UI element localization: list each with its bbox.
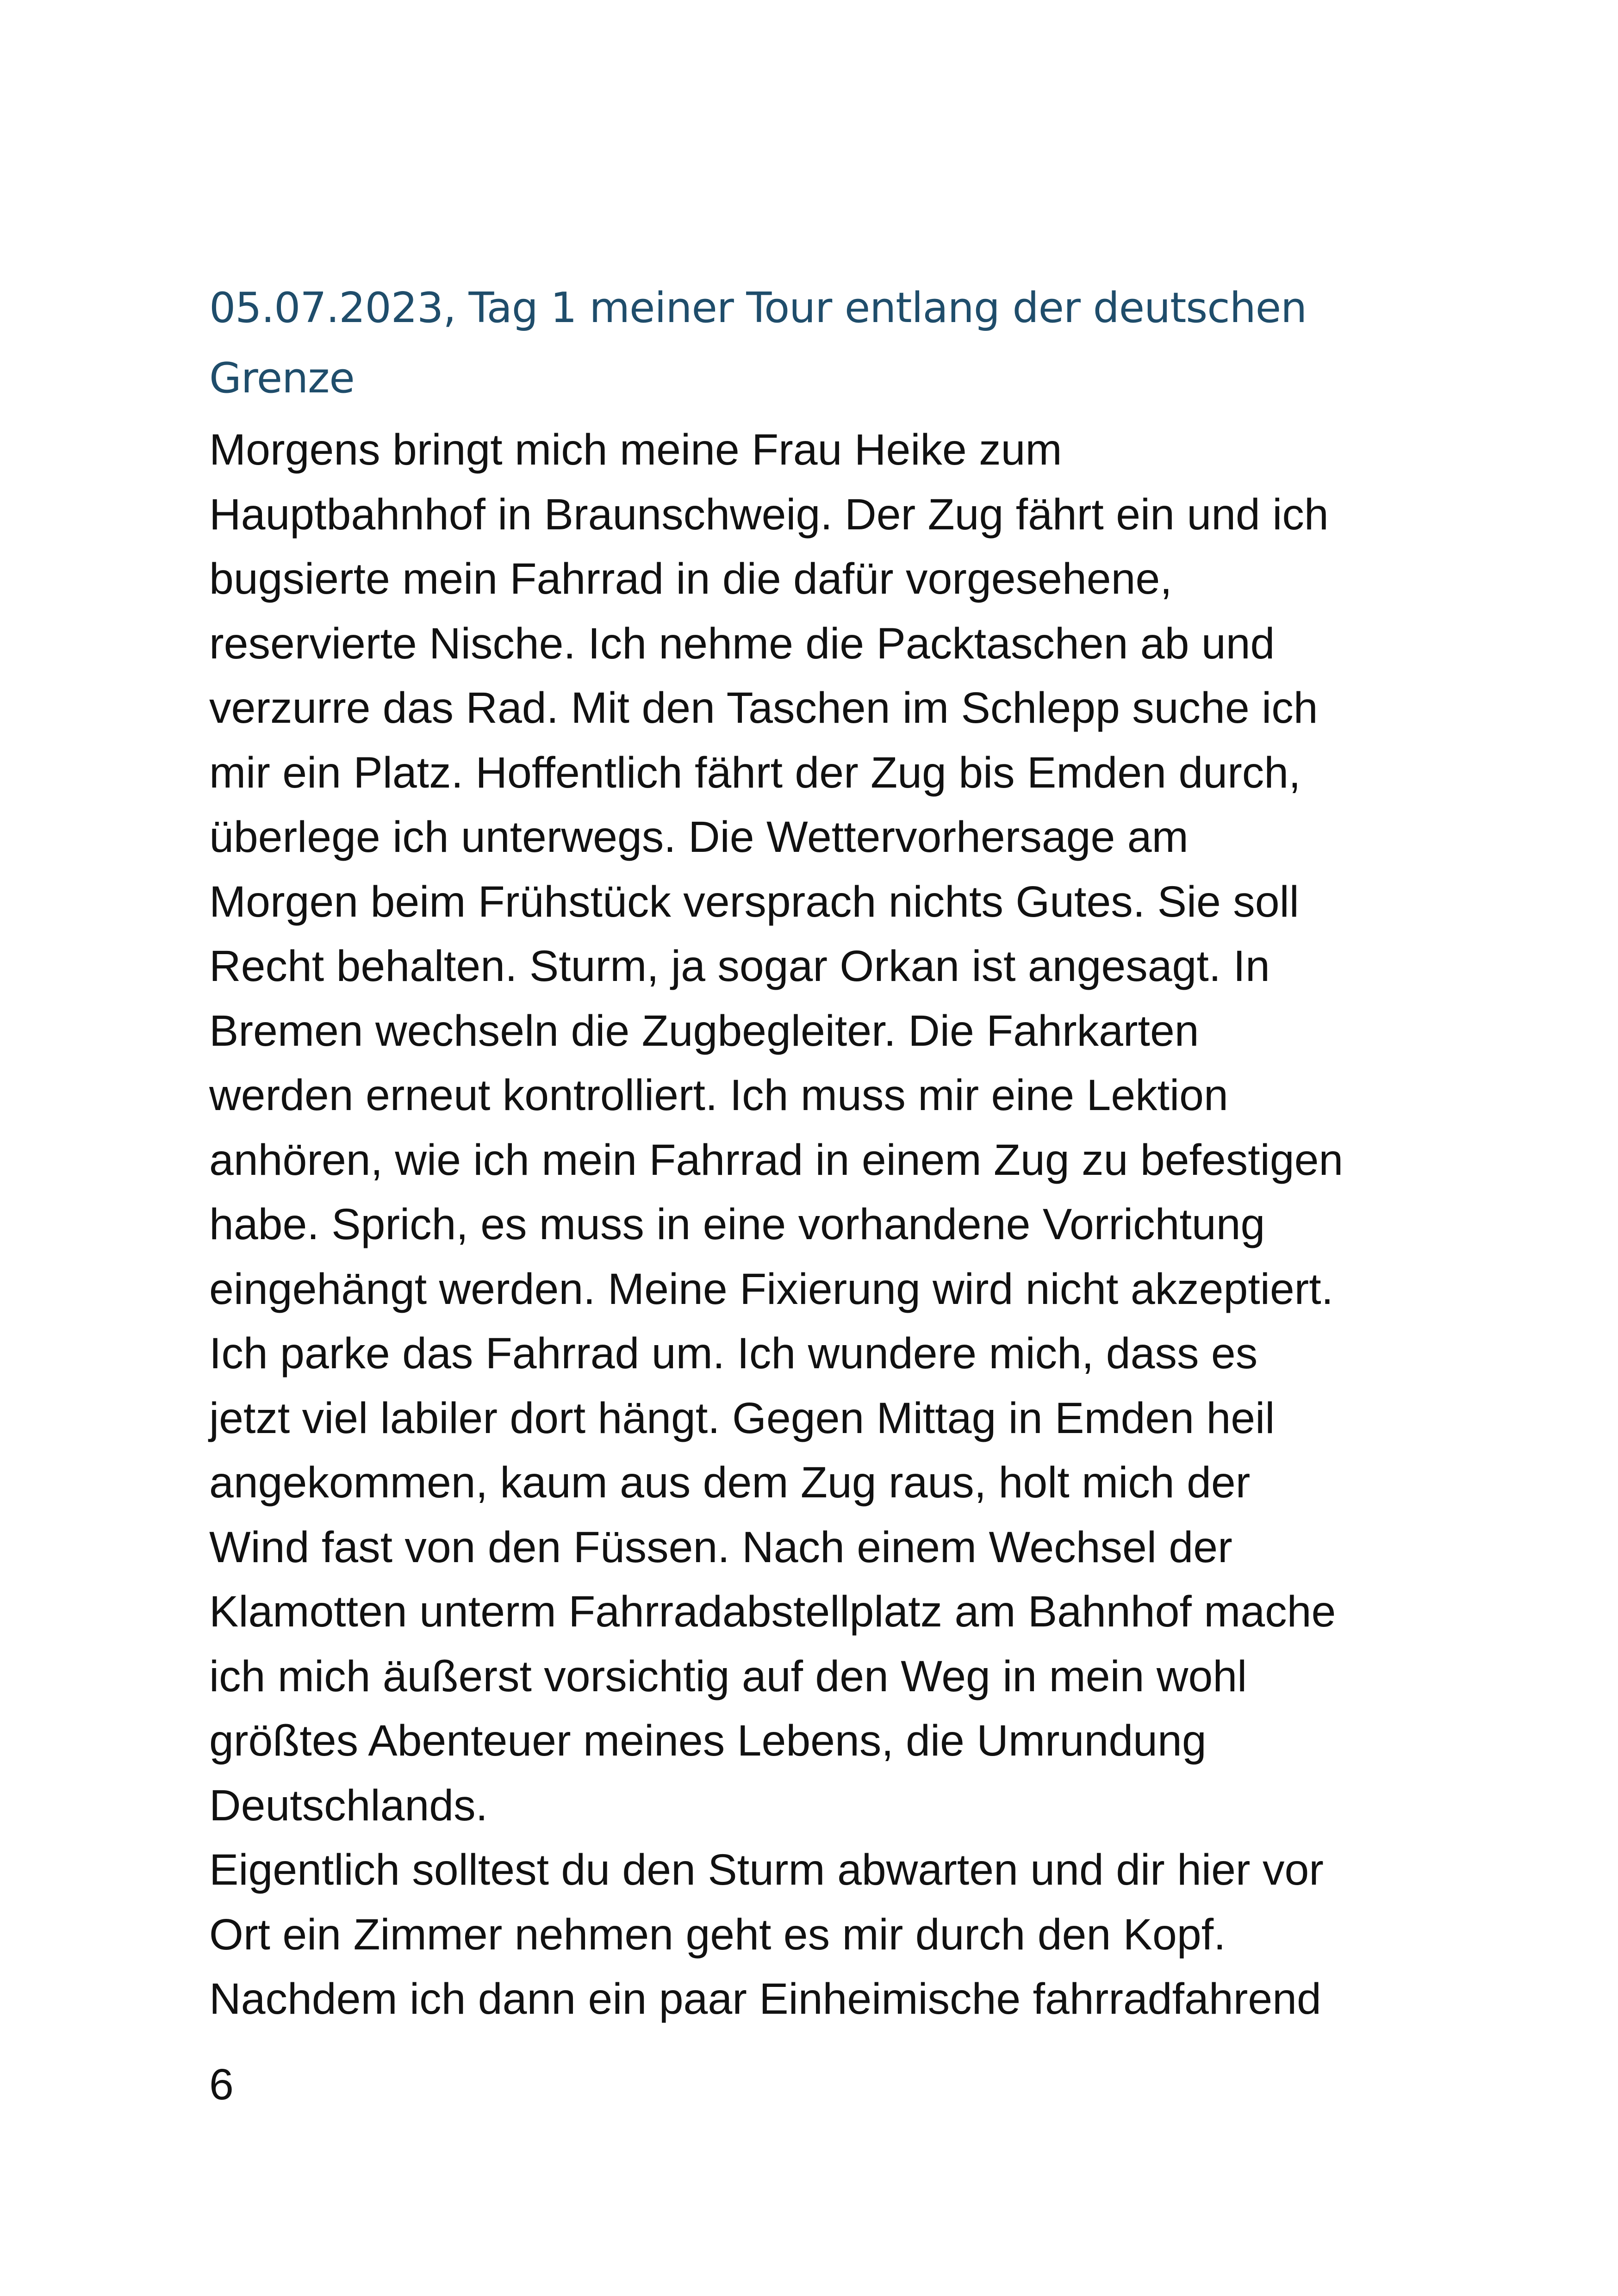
text-line: Ort ein Zimmer nehmen geht es mir durch den Kopf.: [209, 1910, 1226, 1959]
text-line: Ich parke das Fahrrad um. Ich wundere mich, dass es: [209, 1329, 1258, 1378]
heading-line: 05.07.2023, Tag 1 meiner Tour entlang der deutschen: [209, 284, 1307, 332]
text-line: Nachdem ich dann ein paar Einheimische fahrradfahrend: [209, 1974, 1321, 2023]
text-line: werden erneut kontrolliert. Ich muss mir eine Lektion: [209, 1071, 1228, 1120]
text-line: ich mich äußerst vorsichtig auf den Weg in mein wohl: [209, 1651, 1247, 1701]
text-line: verzurre das Rad. Mit den Taschen im Schlepp suche ich: [209, 683, 1318, 732]
text-line: überlege ich unterwegs. Die Wettervorhersage am: [209, 813, 1189, 862]
text-line: Recht behalten. Sturm, ja sogar Orkan ist angesagt. In: [209, 942, 1270, 991]
chapter-heading: [209, 273, 1459, 414]
page-number: 6: [209, 2060, 234, 2109]
text-line: Deutschlands.: [209, 1781, 488, 1830]
text-line: Morgens bringt mich meine Frau Heike zum: [209, 425, 1062, 474]
text-line: Wind fast von den Füssen. Nach einem Wechsel der: [209, 1522, 1232, 1572]
text-line: größtes Abenteuer meines Lebens, die Umrundung: [209, 1716, 1207, 1765]
text-line: reservierte Nische. Ich nehme die Packtaschen ab und: [209, 619, 1275, 668]
body-text: [209, 418, 1459, 2032]
text-line: bugsierte mein Fahrrad in die dafür vorgesehene,: [209, 554, 1172, 603]
text-line: Klamotten unterm Fahrradabstellplatz am Bahnhof mache: [209, 1587, 1336, 1636]
text-line: habe. Sprich, es muss in eine vorhandene Vorrichtung: [209, 1200, 1265, 1249]
heading-line: Grenze: [209, 354, 355, 403]
text-line: Eigentlich solltest du den Sturm abwarten und dir hier vor: [209, 1845, 1324, 1894]
text-line: Hauptbahnhof in Braunschweig. Der Zug fährt ein und ich: [209, 490, 1329, 539]
text-line: jetzt viel labiler dort hängt. Gegen Mittag in Emden heil: [209, 1393, 1275, 1443]
text-line: mir ein Platz. Hoffentlich fährt der Zug bis Emden durch,: [209, 748, 1301, 797]
text-line: Bremen wechseln die Zugbegleiter. Die Fahrkarten: [209, 1006, 1199, 1055]
text-line: eingehängt werden. Meine Fixierung wird nicht akzeptiert.: [209, 1264, 1334, 1314]
text-line: Morgen beim Frühstück versprach nichts Gutes. Sie soll: [209, 877, 1299, 926]
text-line: angekommen, kaum aus dem Zug raus, holt mich der: [209, 1458, 1251, 1507]
text-line: anhören, wie ich mein Fahrrad in einem Zug zu befestigen: [209, 1135, 1344, 1185]
